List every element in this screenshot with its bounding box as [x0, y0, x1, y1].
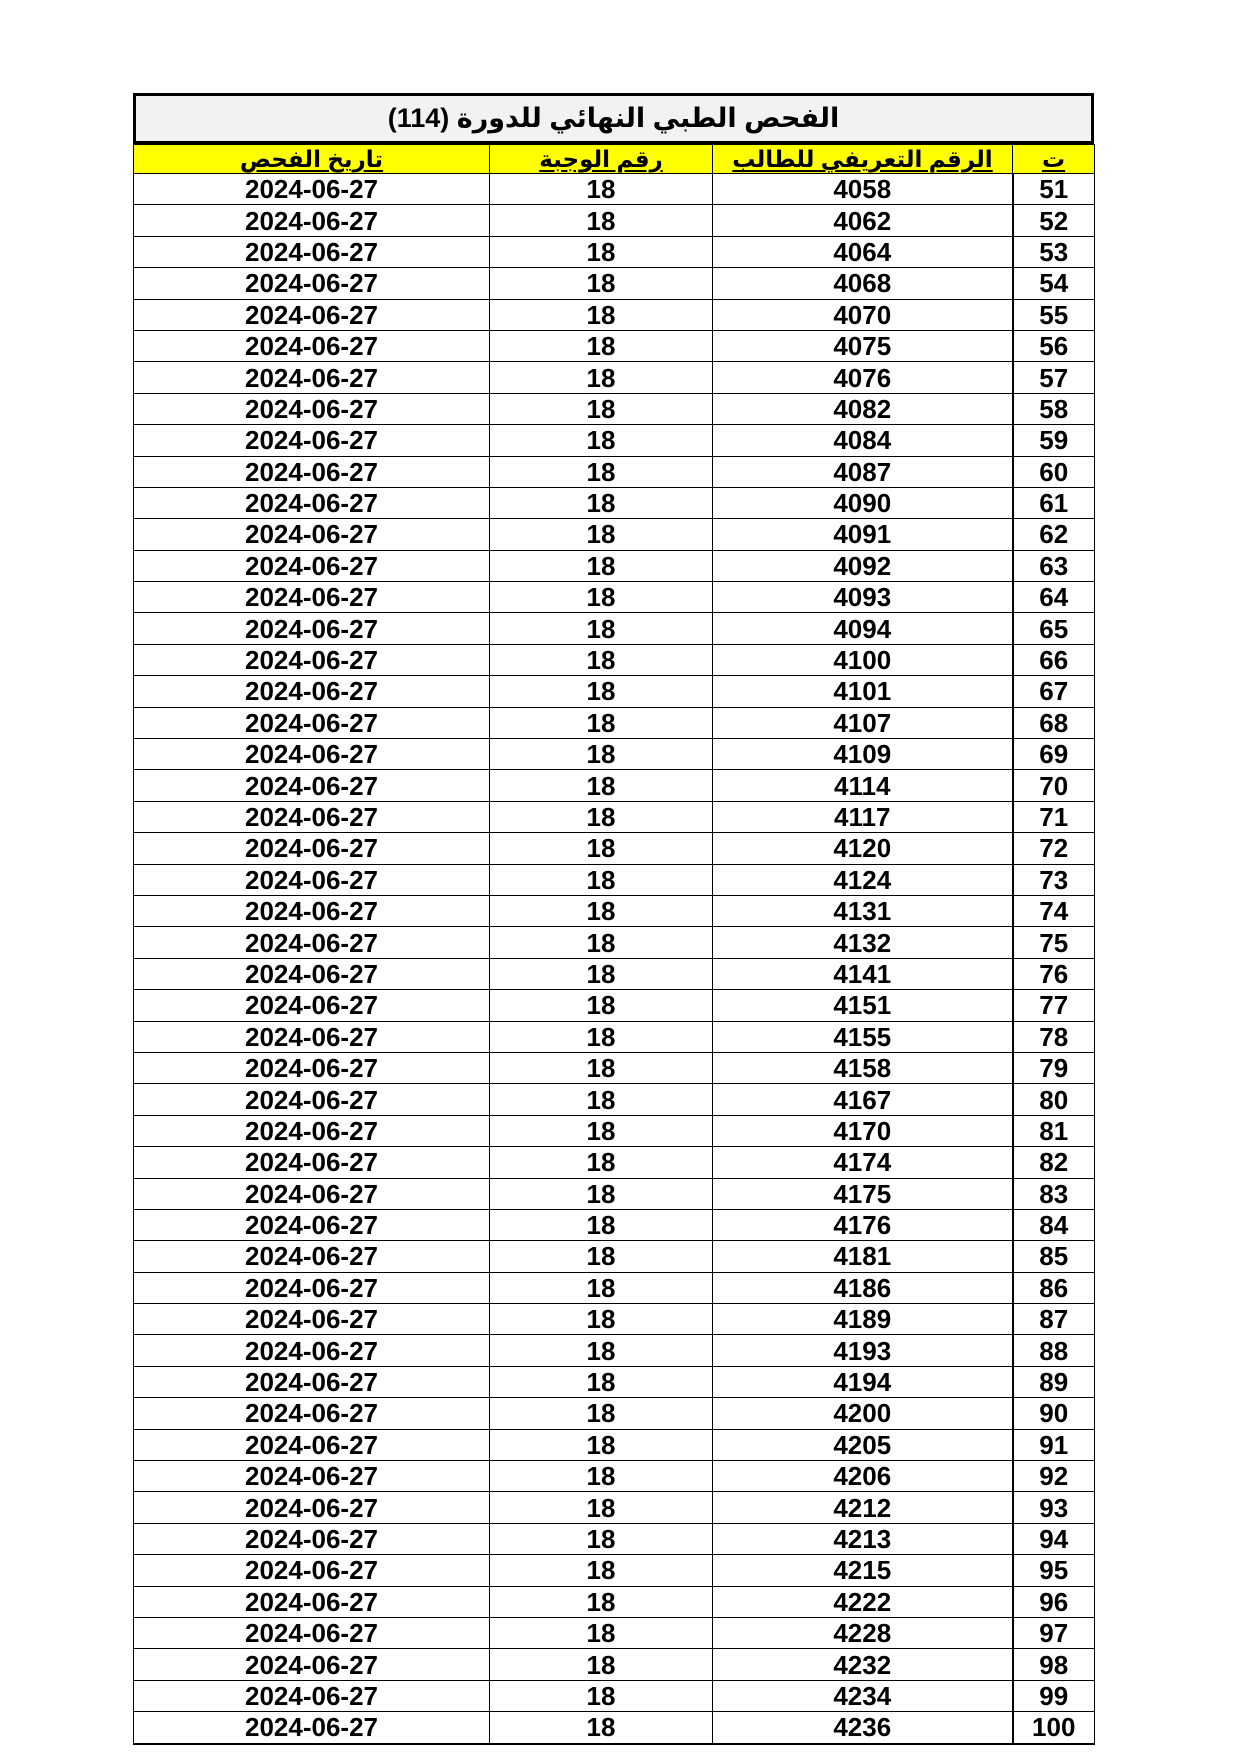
cell-meal-number: 18: [490, 582, 713, 613]
table-row: [134, 927, 1095, 958]
cell-seq: 97: [1013, 1617, 1095, 1648]
cell-student-id: 4101: [713, 676, 1013, 707]
table-row: [134, 268, 1095, 299]
cell-exam-date: 2024-06-27: [134, 864, 490, 895]
cell-seq: 85: [1013, 1241, 1095, 1272]
cell-meal-number: 18: [490, 519, 713, 550]
cell-student-id: 4093: [713, 582, 1013, 613]
cell-student-id: 4117: [713, 801, 1013, 832]
table-row: [134, 1461, 1095, 1492]
cell-exam-date: 2024-06-27: [134, 1555, 490, 1586]
table-row: [134, 1272, 1095, 1303]
cell-exam-date: 2024-06-27: [134, 613, 490, 644]
cell-seq: 98: [1013, 1649, 1095, 1680]
cell-exam-date: 2024-06-27: [134, 1115, 490, 1146]
cell-seq: 93: [1013, 1492, 1095, 1523]
cell-meal-number: 18: [490, 425, 713, 456]
cell-meal-number: 18: [490, 990, 713, 1021]
cell-student-id: 4215: [713, 1555, 1013, 1586]
cell-student-id: 4151: [713, 990, 1013, 1021]
cell-student-id: 4200: [713, 1398, 1013, 1429]
cell-exam-date: 2024-06-27: [134, 990, 490, 1021]
cell-exam-date: 2024-06-27: [134, 1523, 490, 1554]
cell-student-id: 4076: [713, 362, 1013, 393]
cell-seq: 54: [1013, 268, 1095, 299]
table-row: [134, 990, 1095, 1021]
cell-seq: 70: [1013, 770, 1095, 801]
cell-seq: 79: [1013, 1052, 1095, 1083]
cell-meal-number: 18: [490, 864, 713, 895]
cell-seq: 60: [1013, 456, 1095, 487]
table-row: [134, 582, 1095, 613]
cell-student-id: 4194: [713, 1366, 1013, 1397]
table-row: [134, 801, 1095, 832]
cell-exam-date: 2024-06-27: [134, 236, 490, 267]
table-row: [134, 456, 1095, 487]
table-row: [134, 739, 1095, 770]
cell-exam-date: 2024-06-27: [134, 393, 490, 424]
cell-seq: 63: [1013, 550, 1095, 581]
cell-exam-date: 2024-06-27: [134, 707, 490, 738]
table-row: [134, 1115, 1095, 1146]
cell-meal-number: 18: [490, 550, 713, 581]
cell-student-id: 4064: [713, 236, 1013, 267]
cell-meal-number: 18: [490, 613, 713, 644]
cell-student-id: 4158: [713, 1052, 1013, 1083]
header-meal-number: رقم الوجبة: [490, 145, 713, 174]
cell-student-id: 4181: [713, 1241, 1013, 1272]
cell-meal-number: 18: [490, 801, 713, 832]
cell-student-id: 4068: [713, 268, 1013, 299]
table-row: [134, 644, 1095, 675]
cell-seq: 57: [1013, 362, 1095, 393]
table-body: [134, 174, 1095, 1744]
table-row: [134, 707, 1095, 738]
cell-student-id: 4090: [713, 487, 1013, 518]
table-row: [134, 1241, 1095, 1272]
table-row: [134, 174, 1095, 205]
cell-seq: 66: [1013, 644, 1095, 675]
cell-meal-number: 18: [490, 205, 713, 236]
cell-meal-number: 18: [490, 1492, 713, 1523]
cell-student-id: 4094: [713, 613, 1013, 644]
cell-seq: 77: [1013, 990, 1095, 1021]
cell-seq: 61: [1013, 487, 1095, 518]
cell-exam-date: 2024-06-27: [134, 582, 490, 613]
cell-student-id: 4100: [713, 644, 1013, 675]
table-row: [134, 1617, 1095, 1648]
cell-seq: 99: [1013, 1680, 1095, 1711]
cell-seq: 59: [1013, 425, 1095, 456]
cell-exam-date: 2024-06-27: [134, 1052, 490, 1083]
cell-meal-number: 18: [490, 1241, 713, 1272]
table-row: [134, 236, 1095, 267]
cell-student-id: 4062: [713, 205, 1013, 236]
table-row: [134, 1398, 1095, 1429]
table-row: [134, 1555, 1095, 1586]
cell-meal-number: 18: [490, 770, 713, 801]
cell-seq: 65: [1013, 613, 1095, 644]
cell-student-id: 4176: [713, 1209, 1013, 1240]
cell-student-id: 4234: [713, 1680, 1013, 1711]
cell-student-id: 4091: [713, 519, 1013, 550]
cell-meal-number: 18: [490, 895, 713, 926]
cell-meal-number: 18: [490, 644, 713, 675]
cell-seq: 92: [1013, 1461, 1095, 1492]
cell-exam-date: 2024-06-27: [134, 456, 490, 487]
cell-meal-number: 18: [490, 362, 713, 393]
cell-exam-date: 2024-06-27: [134, 1649, 490, 1680]
cell-seq: 75: [1013, 927, 1095, 958]
cell-student-id: 4087: [713, 456, 1013, 487]
cell-meal-number: 18: [490, 1021, 713, 1052]
cell-meal-number: 18: [490, 1366, 713, 1397]
cell-exam-date: 2024-06-27: [134, 1147, 490, 1178]
cell-exam-date: 2024-06-27: [134, 487, 490, 518]
table-row: [134, 1304, 1095, 1335]
table-row: [134, 1712, 1095, 1744]
cell-seq: 91: [1013, 1429, 1095, 1460]
cell-seq: 58: [1013, 393, 1095, 424]
table-row: [134, 958, 1095, 989]
cell-meal-number: 18: [490, 707, 713, 738]
cell-exam-date: 2024-06-27: [134, 1366, 490, 1397]
cell-meal-number: 18: [490, 1398, 713, 1429]
table-row: [134, 676, 1095, 707]
table-row: [134, 362, 1095, 393]
cell-exam-date: 2024-06-27: [134, 1178, 490, 1209]
cell-exam-date: 2024-06-27: [134, 330, 490, 361]
cell-meal-number: 18: [490, 1586, 713, 1617]
cell-meal-number: 18: [490, 676, 713, 707]
cell-student-id: 4205: [713, 1429, 1013, 1460]
cell-exam-date: 2024-06-27: [134, 833, 490, 864]
cell-exam-date: 2024-06-27: [134, 1209, 490, 1240]
cell-seq: 69: [1013, 739, 1095, 770]
cell-student-id: 4206: [713, 1461, 1013, 1492]
cell-meal-number: 18: [490, 1555, 713, 1586]
cell-seq: 76: [1013, 958, 1095, 989]
header-exam-date: تاريخ الفحص: [134, 145, 490, 174]
cell-meal-number: 18: [490, 299, 713, 330]
cell-seq: 55: [1013, 299, 1095, 330]
cell-seq: 71: [1013, 801, 1095, 832]
cell-meal-number: 18: [490, 1084, 713, 1115]
table-row: [134, 1523, 1095, 1554]
cell-exam-date: 2024-06-27: [134, 1492, 490, 1523]
cell-seq: 80: [1013, 1084, 1095, 1115]
document-title: الفحص الطبي النهائي للدورة (114): [133, 93, 1094, 144]
table-row: [134, 393, 1095, 424]
cell-meal-number: 18: [490, 174, 713, 205]
cell-exam-date: 2024-06-27: [134, 739, 490, 770]
cell-seq: 62: [1013, 519, 1095, 550]
cell-meal-number: 18: [490, 1115, 713, 1146]
header-seq: ت: [1013, 145, 1095, 174]
table-row: [134, 299, 1095, 330]
cell-student-id: 4114: [713, 770, 1013, 801]
table-row: [134, 895, 1095, 926]
header-student-id: الرقم التعريفي للطالب: [713, 145, 1013, 174]
cell-seq: 82: [1013, 1147, 1095, 1178]
cell-meal-number: 18: [490, 1052, 713, 1083]
cell-student-id: 4092: [713, 550, 1013, 581]
cell-seq: 95: [1013, 1555, 1095, 1586]
cell-exam-date: 2024-06-27: [134, 1272, 490, 1303]
cell-student-id: 4222: [713, 1586, 1013, 1617]
cell-seq: 87: [1013, 1304, 1095, 1335]
cell-exam-date: 2024-06-27: [134, 927, 490, 958]
cell-student-id: 4212: [713, 1492, 1013, 1523]
table-row: [134, 1680, 1095, 1711]
table-row: [134, 1335, 1095, 1366]
cell-student-id: 4167: [713, 1084, 1013, 1115]
cell-seq: 72: [1013, 833, 1095, 864]
cell-seq: 53: [1013, 236, 1095, 267]
cell-student-id: 4193: [713, 1335, 1013, 1366]
cell-meal-number: 18: [490, 833, 713, 864]
table-row: [134, 205, 1095, 236]
cell-student-id: 4186: [713, 1272, 1013, 1303]
cell-exam-date: 2024-06-27: [134, 676, 490, 707]
table-row: [134, 1147, 1095, 1178]
cell-meal-number: 18: [490, 393, 713, 424]
cell-seq: 94: [1013, 1523, 1095, 1554]
cell-seq: 88: [1013, 1335, 1095, 1366]
cell-exam-date: 2024-06-27: [134, 1304, 490, 1335]
exam-sheet: [133, 93, 1094, 1745]
cell-meal-number: 18: [490, 1712, 713, 1744]
cell-seq: 100: [1013, 1712, 1095, 1744]
table-row: [134, 425, 1095, 456]
cell-student-id: 4170: [713, 1115, 1013, 1146]
cell-meal-number: 18: [490, 927, 713, 958]
table-row: [134, 1649, 1095, 1680]
cell-meal-number: 18: [490, 1523, 713, 1554]
cell-meal-number: 18: [490, 1461, 713, 1492]
table-row: [134, 1586, 1095, 1617]
cell-seq: 64: [1013, 582, 1095, 613]
cell-student-id: 4213: [713, 1523, 1013, 1554]
cell-exam-date: 2024-06-27: [134, 268, 490, 299]
cell-meal-number: 18: [490, 739, 713, 770]
cell-student-id: 4120: [713, 833, 1013, 864]
cell-exam-date: 2024-06-27: [134, 801, 490, 832]
cell-student-id: 4131: [713, 895, 1013, 926]
cell-exam-date: 2024-06-27: [134, 1617, 490, 1648]
cell-student-id: 4155: [713, 1021, 1013, 1052]
cell-student-id: 4124: [713, 864, 1013, 895]
cell-student-id: 4232: [713, 1649, 1013, 1680]
table-row: [134, 487, 1095, 518]
cell-student-id: 4070: [713, 299, 1013, 330]
cell-seq: 68: [1013, 707, 1095, 738]
table-row: [134, 330, 1095, 361]
cell-exam-date: 2024-06-27: [134, 299, 490, 330]
cell-exam-date: 2024-06-27: [134, 1398, 490, 1429]
cell-seq: 90: [1013, 1398, 1095, 1429]
cell-seq: 73: [1013, 864, 1095, 895]
cell-meal-number: 18: [490, 1178, 713, 1209]
cell-student-id: 4189: [713, 1304, 1013, 1335]
cell-seq: 51: [1013, 174, 1095, 205]
cell-meal-number: 18: [490, 1335, 713, 1366]
cell-exam-date: 2024-06-27: [134, 362, 490, 393]
cell-seq: 56: [1013, 330, 1095, 361]
cell-meal-number: 18: [490, 1304, 713, 1335]
cell-seq: 81: [1013, 1115, 1095, 1146]
cell-exam-date: 2024-06-27: [134, 958, 490, 989]
cell-exam-date: 2024-06-27: [134, 1335, 490, 1366]
cell-seq: 84: [1013, 1209, 1095, 1240]
table-row: [134, 833, 1095, 864]
cell-meal-number: 18: [490, 1617, 713, 1648]
table-row: [134, 519, 1095, 550]
cell-meal-number: 18: [490, 487, 713, 518]
table-row: [134, 1429, 1095, 1460]
cell-meal-number: 18: [490, 1147, 713, 1178]
cell-seq: 74: [1013, 895, 1095, 926]
cell-exam-date: 2024-06-27: [134, 1241, 490, 1272]
cell-seq: 86: [1013, 1272, 1095, 1303]
cell-meal-number: 18: [490, 330, 713, 361]
table-row: [134, 1021, 1095, 1052]
table-row: [134, 864, 1095, 895]
cell-student-id: 4109: [713, 739, 1013, 770]
cell-meal-number: 18: [490, 1680, 713, 1711]
table-row: [134, 613, 1095, 644]
cell-seq: 83: [1013, 1178, 1095, 1209]
cell-exam-date: 2024-06-27: [134, 1461, 490, 1492]
cell-seq: 89: [1013, 1366, 1095, 1397]
cell-student-id: 4084: [713, 425, 1013, 456]
cell-meal-number: 18: [490, 268, 713, 299]
cell-student-id: 4236: [713, 1712, 1013, 1744]
cell-exam-date: 2024-06-27: [134, 205, 490, 236]
cell-student-id: 4107: [713, 707, 1013, 738]
cell-meal-number: 18: [490, 958, 713, 989]
header-row: [134, 145, 1095, 174]
cell-seq: 67: [1013, 676, 1095, 707]
cell-student-id: 4228: [713, 1617, 1013, 1648]
cell-student-id: 4132: [713, 927, 1013, 958]
results-table: [133, 144, 1095, 1745]
cell-student-id: 4058: [713, 174, 1013, 205]
cell-exam-date: 2024-06-27: [134, 1680, 490, 1711]
table-row: [134, 1178, 1095, 1209]
cell-student-id: 4175: [713, 1178, 1013, 1209]
cell-student-id: 4141: [713, 958, 1013, 989]
cell-exam-date: 2024-06-27: [134, 1712, 490, 1744]
cell-meal-number: 18: [490, 456, 713, 487]
table-row: [134, 1084, 1095, 1115]
table-row: [134, 550, 1095, 581]
table-row: [134, 1052, 1095, 1083]
cell-student-id: 4075: [713, 330, 1013, 361]
cell-meal-number: 18: [490, 1649, 713, 1680]
table-row: [134, 1366, 1095, 1397]
cell-seq: 96: [1013, 1586, 1095, 1617]
cell-exam-date: 2024-06-27: [134, 425, 490, 456]
cell-meal-number: 18: [490, 1272, 713, 1303]
cell-student-id: 4082: [713, 393, 1013, 424]
cell-exam-date: 2024-06-27: [134, 895, 490, 926]
cell-exam-date: 2024-06-27: [134, 1586, 490, 1617]
cell-seq: 52: [1013, 205, 1095, 236]
cell-exam-date: 2024-06-27: [134, 1021, 490, 1052]
cell-meal-number: 18: [490, 236, 713, 267]
cell-exam-date: 2024-06-27: [134, 519, 490, 550]
table-row: [134, 770, 1095, 801]
cell-exam-date: 2024-06-27: [134, 644, 490, 675]
cell-student-id: 4174: [713, 1147, 1013, 1178]
cell-exam-date: 2024-06-27: [134, 550, 490, 581]
cell-seq: 78: [1013, 1021, 1095, 1052]
cell-meal-number: 18: [490, 1429, 713, 1460]
table-row: [134, 1492, 1095, 1523]
cell-exam-date: 2024-06-27: [134, 770, 490, 801]
table-row: [134, 1209, 1095, 1240]
cell-exam-date: 2024-06-27: [134, 1429, 490, 1460]
cell-exam-date: 2024-06-27: [134, 1084, 490, 1115]
cell-exam-date: 2024-06-27: [134, 174, 490, 205]
cell-meal-number: 18: [490, 1209, 713, 1240]
